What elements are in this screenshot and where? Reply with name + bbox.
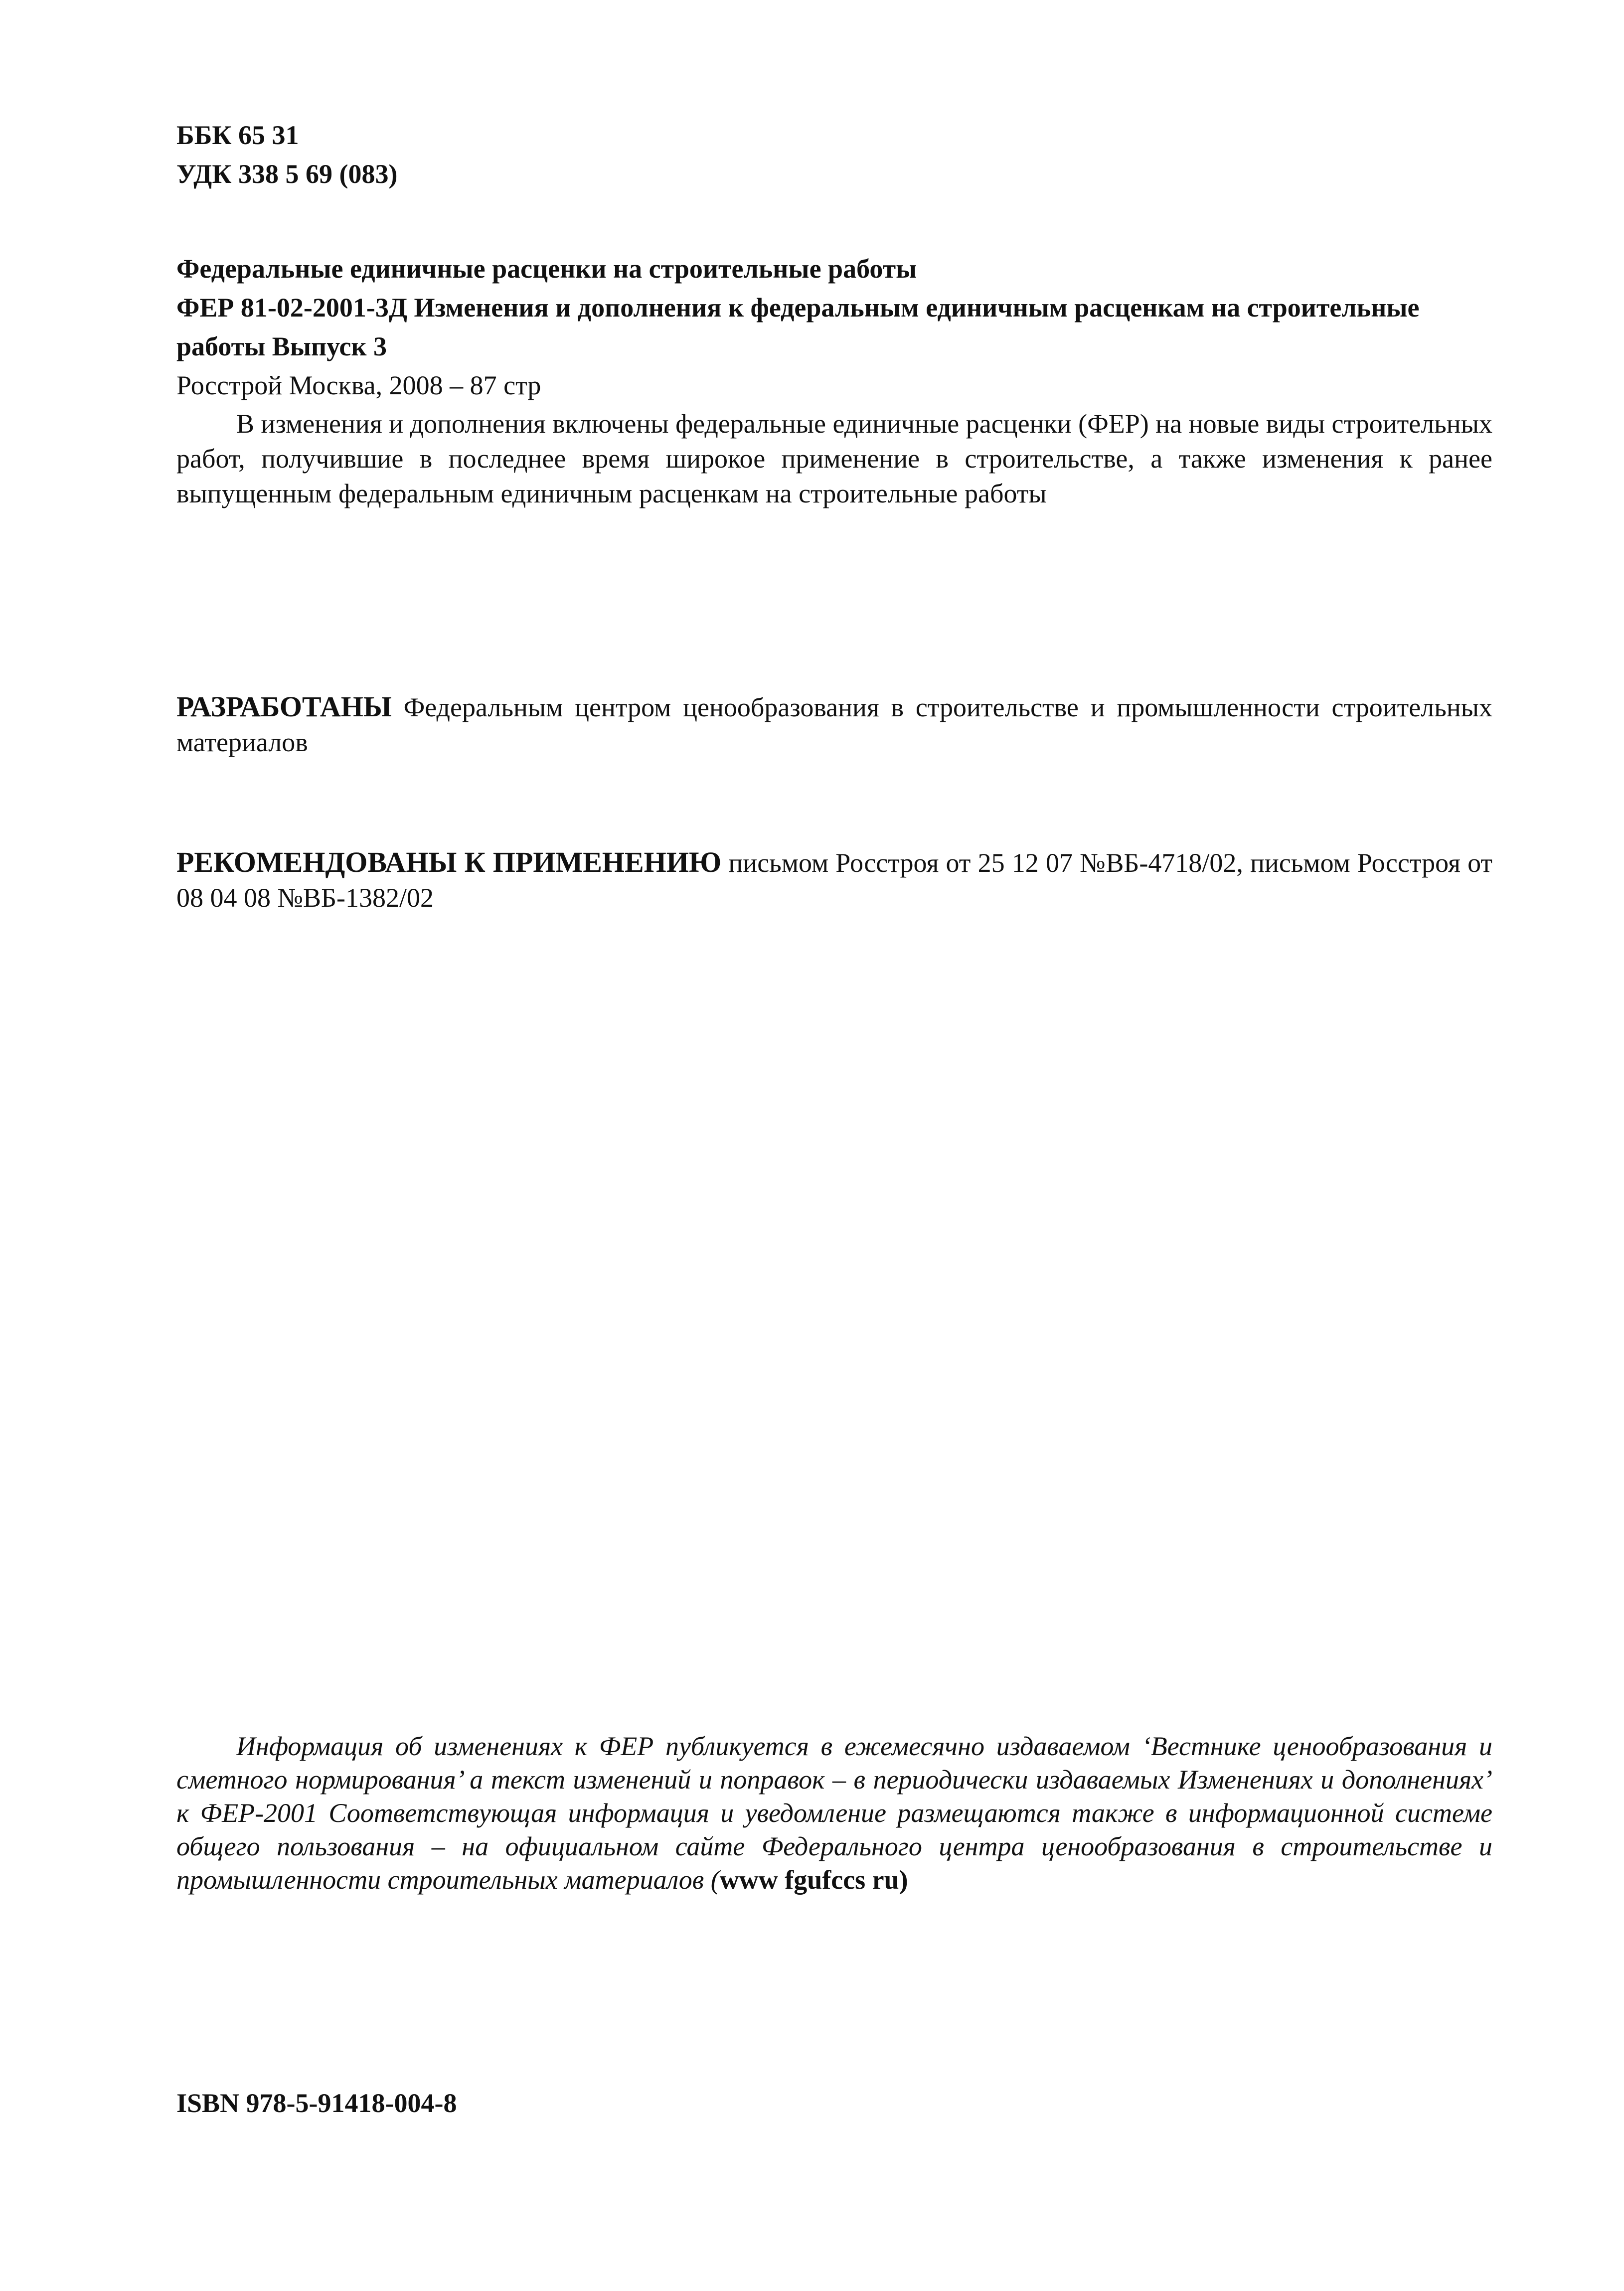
publication-issue: работы Выпуск 3 xyxy=(176,331,387,361)
information-note xyxy=(176,1730,1492,1897)
recommended-heading: РЕКОМЕНДОВАНЫ К ПРИМЕНЕНИЮ xyxy=(176,846,722,878)
developed-by-text: Федеральным центром ценообразования в строительстве и промышленности строительных материалов xyxy=(176,692,1493,757)
annotation-paragraph xyxy=(176,406,1492,511)
bbk-code: ББК 65 31 xyxy=(176,120,299,150)
website-address: www fgufccs ru) xyxy=(719,1865,908,1895)
isbn-number: ISBN 978-5-91418-004-8 xyxy=(176,2088,457,2118)
annotation-text: В изменения и дополнения включены федеральные единичные расценки (ФЕР) на новые виды строительных работ, получившие в последнее время широкое применение в строительстве, а также изменения к ранее выпущенным федеральным единичным расценкам на строительные работы xyxy=(176,409,1492,508)
publication-subtitle: ФЕР 81-02-2001-3Д Изменения и дополнения к федеральным единичным расценкам на строительные xyxy=(176,293,1420,323)
recommended-paragraph xyxy=(176,845,1492,915)
developed-by-heading: РАЗРАБОТАНЫ xyxy=(176,690,392,723)
publication-title: Федеральные единичные расценки на строительные работы xyxy=(176,254,917,284)
udk-code: УДК 338 5 69 (083) xyxy=(176,159,398,189)
classification-codes xyxy=(176,116,1492,193)
information-note-text: Информация об изменениях к ФЕР публикуется в ежемесячно издаваемом ‘Вестнике ценообразования и сметного нормирования’ а текст изменений и поправок – в периодически издаваемых Изменениях и дополнениях’ к ФЕР-2001 Соответствующая информация и уведомление размещаются также в информационной системе общего пользования – на официальном сайте Федерального центра ценообразования в строительстве и промышленности строительных материалов ( xyxy=(176,1731,1492,1895)
bibliographic-description xyxy=(176,249,1492,405)
publisher-imprint: Росстрой Москва, 2008 – 87 стр xyxy=(176,370,541,400)
recommended-text: письмом Росстроя от 25 12 07 №ВБ-4718/02, письмом Росстроя от 08 04 08 №ВБ-1382/02 xyxy=(176,848,1493,913)
developed-by-paragraph xyxy=(176,689,1492,760)
